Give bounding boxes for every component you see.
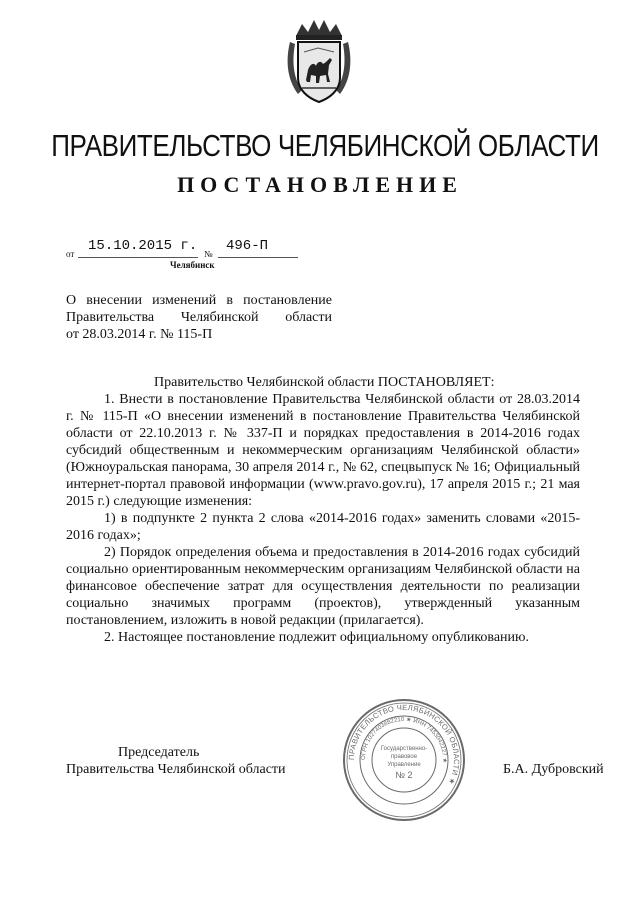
subject-line: О внесении изменений в постановление <box>66 293 332 308</box>
clause-1-1: 1) в подпункте 2 пункта 2 слова «2014-2016 годах» заменить словами «2015-2016 годах»; <box>66 511 580 543</box>
subject-line: от 28.03.2014 г. № 115-П <box>66 327 213 342</box>
document-number: 496-П <box>226 238 269 254</box>
signatory-role <box>66 744 306 778</box>
seal-ring-text: ПРАВИТЕЛЬСТВО ЧЕЛЯБИНСКОЙ ОБЛАСТИ ★ <box>346 702 462 787</box>
clause-1-2: 2) Порядок определения объема и предоставления в 2014-2016 годах субсидий социально ориентированным некоммерческим организациям Челябинской области на финансовое обеспечение затрат для осуществления деятельности по реализации социально значимых программ (проектов), утвержденный указанным постановлением, изложить в новой редакции (прилагается). <box>66 545 580 628</box>
official-seal-stamp <box>340 696 468 824</box>
clause-2: 2. Настоящее постановление подлежит официальному опубликованию. <box>104 630 529 645</box>
document-meta <box>66 238 306 274</box>
svg-text:№ 2: № 2 <box>395 770 413 780</box>
document-body <box>66 374 580 646</box>
resolution-lead: Правительство Челябинской области ПОСТАНОВЛЯЕТ: <box>154 375 495 390</box>
document-date: 15.10.2015 г. <box>88 238 198 254</box>
clause-1: 1. Внести в постановление Правительства Челябинской области от 28.03.2014 г. № 115-П «О внесении изменений в постановление Правительства Челябинской области от 22.10.2013 г. № 337-П и порядках предоставления в 2014-2016 годах субсидий общественным и некоммерческим организациям Челябинской области» (Южноуральская панорама, 30 апреля 2014 г., № 62, спецвыпуск № 16; Официальный интернет-портал правовой информации (www.pravo.gov.ru), 17 апреля 2015 г.; 21 мая 2015 г.) следующие изменения: <box>66 392 580 509</box>
city-name: Челябинск <box>170 260 215 270</box>
document-type: ПОСТАНОВЛЕНИЕ <box>177 172 463 197</box>
svg-text:Управление: Управление <box>387 762 421 768</box>
number-label: № <box>204 249 213 259</box>
seal-ogrn-text: ОГРН 1027403882210 ★ ИНН 7453042227 ★ <box>360 716 448 764</box>
coat-of-arms-icon <box>284 18 354 108</box>
date-label: от <box>66 249 75 259</box>
number-underline <box>218 257 298 258</box>
svg-text:правовое: правовое <box>390 754 418 760</box>
government-title: ПРАВИТЕЛЬСТВО ЧЕЛЯБИНСКОЙ ОБЛАСТИ <box>51 128 599 163</box>
date-underline <box>78 257 198 258</box>
svg-text:Государственно-: Государственно- <box>380 746 428 752</box>
document-subject <box>66 292 332 343</box>
signatory-role-line: Председатель <box>118 745 200 760</box>
subject-line: Правительства Челябинской области <box>66 310 332 325</box>
signatory-role-line: Правительства Челябинской области <box>66 762 286 777</box>
signatory-name: Б.А. Дубровский <box>503 762 604 777</box>
